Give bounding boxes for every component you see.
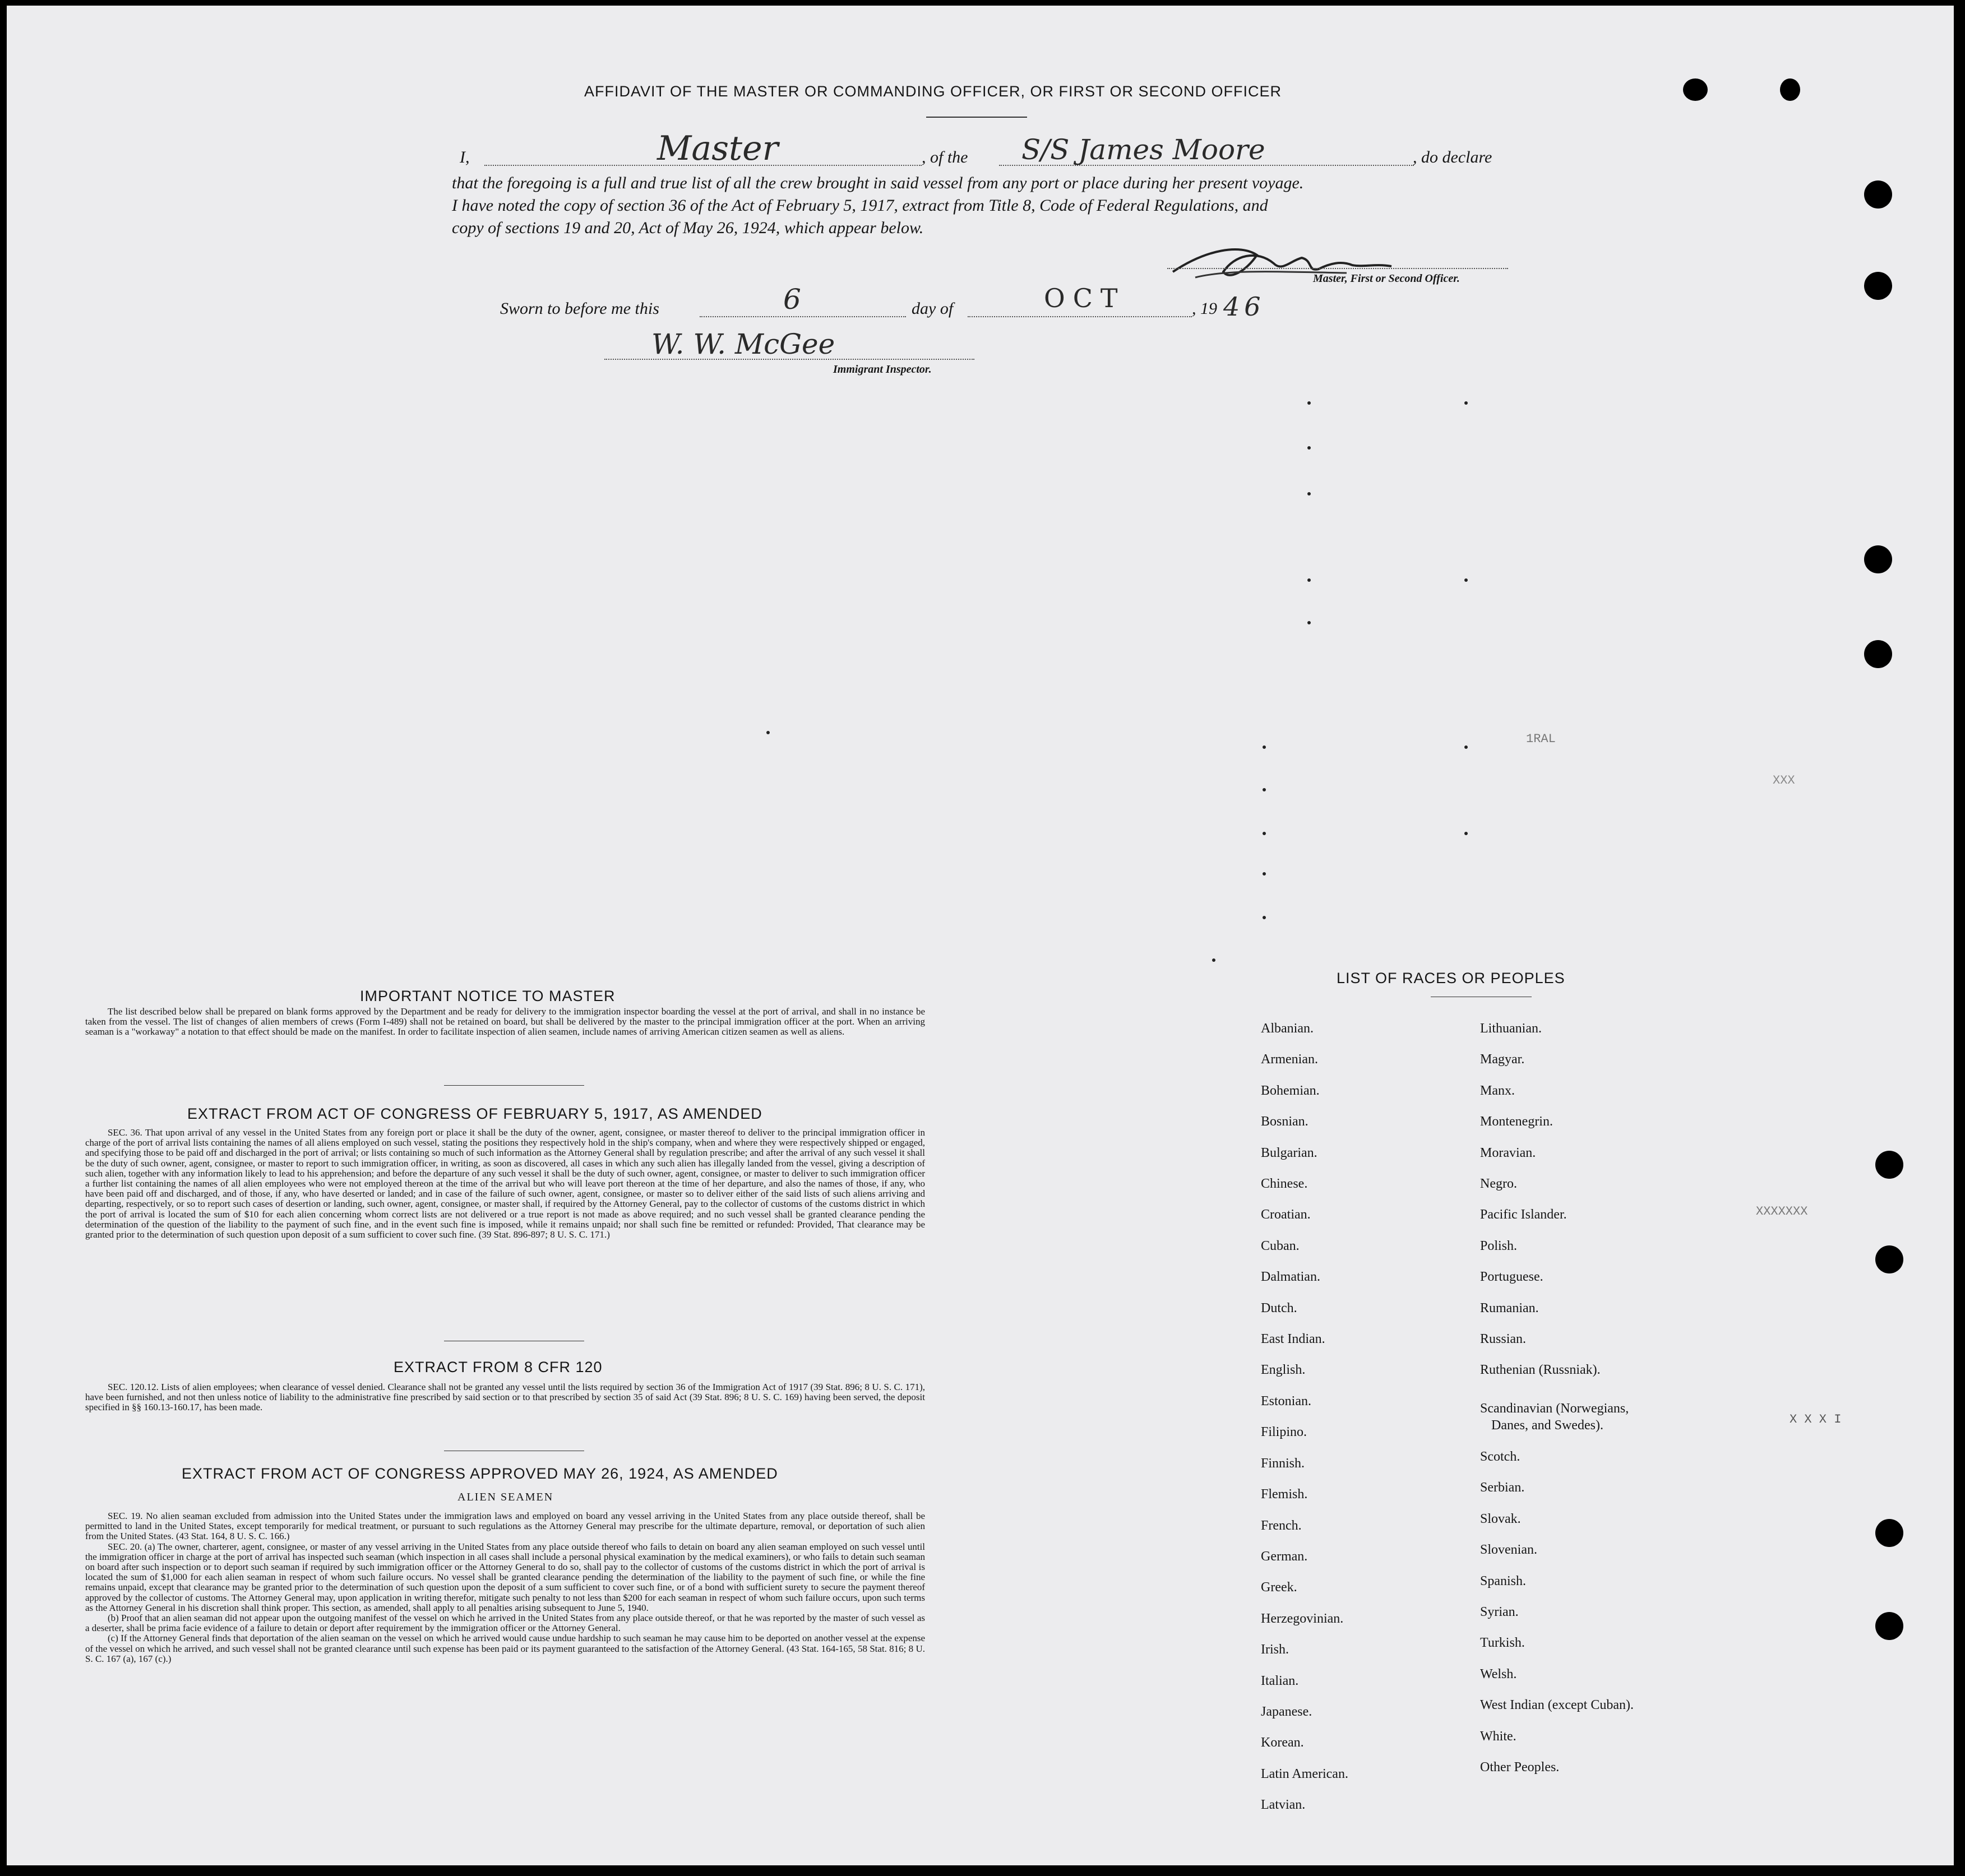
day-of-label: day of	[912, 299, 954, 318]
sworn-label: Sworn to before me this	[500, 299, 659, 318]
race-item: Slovak.	[1480, 1511, 1521, 1526]
race-item: Bulgarian.	[1261, 1145, 1317, 1160]
race-item: Manx.	[1480, 1083, 1515, 1098]
race-item: Scandinavian (Norwegians,	[1480, 1401, 1629, 1416]
race-item: Irish.	[1261, 1642, 1289, 1657]
affidavit-line-4: copy of sections 19 and 20, Act of May 26, 1924, which appear below.	[452, 219, 924, 237]
binder-hole-icon	[1864, 180, 1892, 209]
race-item: Armenian.	[1261, 1052, 1318, 1067]
race-item: Syrian.	[1480, 1604, 1519, 1619]
race-item: Latin American.	[1261, 1766, 1348, 1781]
affidavit-line-2: that the foregoing is a full and true list of all the crew brought in said vessel from any port or place during her present voyage.	[452, 174, 1304, 192]
master-rank-handwriting: Master	[657, 129, 779, 168]
race-item: Ruthenian (Russniak).	[1480, 1363, 1601, 1378]
notice-paragraph: The list described below shall be prepared on blank forms approved by the Department and be ready for delivery to the immigration inspector boarding the vessel at the port of arrival, and shall in no instance be taken from the vessel. The list of changes of alien members of crews (Form I-489) shall not be retained on board, but shall be delivered by the master to the principal immigration officer at the port. When an arriving seaman is a "workaway" a notation to that effect should be made on the manifest. In order to facilitate inspection of alien seamen, include names of arriving American citizen seamen as well as aliens.	[85, 1006, 925, 1037]
race-item: Serbian.	[1480, 1480, 1525, 1495]
inspector-signature: W. W. McGee	[651, 328, 835, 360]
race-item: Chinese.	[1261, 1176, 1308, 1192]
do-declare-label: , do declare	[1413, 148, 1492, 166]
race-item: Greek.	[1261, 1580, 1297, 1595]
binder-hole-icon	[1875, 1151, 1903, 1179]
race-item: Slovenian.	[1480, 1543, 1537, 1558]
affidavit-title: AFFIDAVIT OF THE MASTER OR COMMANDING OFFICER, OR FIRST OR SECOND OFFICER	[584, 83, 1282, 100]
race-item: Cuban.	[1261, 1238, 1300, 1253]
race-item: Welsh.	[1480, 1666, 1517, 1682]
affidavit-line-3: I have noted the copy of section 36 of the Act of February 5, 1917, extract from Title 8, Code of Federal Regulations, and	[452, 196, 1268, 215]
binder-hole-icon	[1683, 78, 1708, 101]
race-item: Korean.	[1261, 1735, 1304, 1750]
race-item: Moravian.	[1480, 1145, 1536, 1160]
race-item: Portuguese.	[1480, 1270, 1543, 1285]
race-item: Croatian.	[1261, 1207, 1311, 1222]
race-item: Bosnian.	[1261, 1114, 1309, 1129]
race-item-continuation: Danes, and Swedes).	[1491, 1418, 1603, 1433]
section-20a-paragraph: SEC. 20. (a) The owner, charterer, agent, consignee, or master of any vessel arriving in the United States from any place outside thereof who fails to detain on board any alien seaman employed on such vessel until the immigration officer in charge at the port of arrival has inspected such seaman (which inspection in all cases shall include a personal physical examination by the medical examiners), or who fails to detain such seaman on board after such inspection or to deport such seaman if required by such immigration officer or the Attorney General to do so, shall pay to the collector of customs of the customs district in which the port of arrival is located the sum of $1,000 for each alien seaman in respect of whom such failure occurs. No vessel shall be granted clearance pending the determination of the liability to the payment of such fine, or while the fine remains unpaid, except that clearance may be granted prior to the determination of such question upon the deposit of a sum sufficient to cover such fine, or of a bond with sufficient surety to secure the payment thereof approved by the collector of customs. The Attorney General may, upon application in writing therefor, mitigate such penalty to not less than $200 for each seaman in respect of whom such failure occurs, upon such terms as the Attorney General in his discretion shall think proper. This section, as amended, shall apply to all penalties arising subsequent to June 5, 1940.	[85, 1541, 925, 1613]
races-left-column	[1261, 1013, 1348, 1821]
binder-hole-icon	[1864, 272, 1892, 300]
race-item: Russian.	[1480, 1332, 1527, 1347]
binder-hole-icon	[1875, 1519, 1903, 1547]
year-prefix-label: , 19	[1192, 299, 1217, 318]
race-item: Pacific Islander.	[1480, 1207, 1567, 1222]
races-right-column	[1480, 1013, 1634, 1783]
affidavit-i-label: I,	[460, 148, 470, 166]
section-120-12-paragraph: SEC. 120.12. Lists of alien employees; when clearance of vessel denied. Clearance shall not be granted any vessel until the lists required by section 36 of the Immigration Act of 1917 (39 Stat. 896; 8 U. S. C. 171), have been furnished, and not then unless notice of liability to the administrative fine prescribed by said section or to that prescribed by section 35 of said Act (39 Stat. 896; 8 U. S. C. 169) having been served, the deposit specified in §§ 160.13-160.17, has been made.	[85, 1382, 925, 1413]
race-item: Polish.	[1480, 1238, 1518, 1253]
race-item: Filipino.	[1261, 1425, 1307, 1440]
race-item: Flemish.	[1261, 1487, 1308, 1502]
race-item: Dutch.	[1261, 1300, 1297, 1315]
race-item: Scotch.	[1480, 1449, 1520, 1464]
sworn-year-handwriting: 46	[1223, 291, 1265, 322]
binder-hole-icon	[1780, 78, 1800, 101]
race-item: Bohemian.	[1261, 1083, 1320, 1098]
extract-8cfr-text	[85, 1382, 925, 1413]
extract-1917-text	[85, 1128, 925, 1240]
race-item: German.	[1261, 1549, 1308, 1564]
notice-text	[85, 1007, 925, 1037]
race-item: West Indian (except Cuban).	[1480, 1698, 1634, 1713]
sworn-month-handwriting: OCT	[1044, 283, 1126, 313]
extract-8cfr-title: EXTRACT FROM 8 CFR 120	[394, 1359, 603, 1375]
race-item: Lithuanian.	[1480, 1021, 1542, 1036]
section-20b-paragraph: (b) Proof that an alien seaman did not appear upon the outgoing manifest of the vessel on which he arrived in the United States from any place outside thereof, or that he was reported by the master of such vessel as a deserter, shall be prima facie evidence of a failure to detain or deport after requirement by the immigration officer or the Attorney General.	[85, 1613, 925, 1634]
race-item: Dalmatian.	[1261, 1270, 1320, 1285]
races-title: LIST OF RACES OR PEOPLES	[1337, 970, 1565, 986]
race-item: Herzegovinian.	[1261, 1611, 1344, 1626]
race-item: Rumanian.	[1480, 1300, 1539, 1315]
race-item: Other Peoples.	[1480, 1759, 1560, 1775]
of-the-label: , of the	[922, 148, 968, 166]
form-page: 1RAL XXX XXXXXXX X X X I AFFIDAVIT OF THE MASTER OR COMMANDING OFFICER, OR FIRST OR SECOND OFFICER I, Master , of the S/S James Moore , do declare that the foregoing is a full and true list of all the crew brought in said vessel from any port or place during her present voyage. I have noted the copy of section 36 of the Act of February 5, 1917, extract from Title 8, Code of Federal Regulations, and copy of sections 19 and 20, Act of May 26, 1924, which appear below. Master, First or Second Officer. Sworn to before me this 6 day of OCT , 19 46 W. W. McGee Immigrant Inspector. IMPORTANT NOTICE TO MASTER The list described below shall be prepared on blank forms approved by the Department and be ready for delivery to the immigration inspector boarding the vessel at the port of arrival, and shall in no instance be taken from the vessel. The list of changes of alien members of crews (Form I-489) shall not be retained on board, but shall be delivered by the master to the principal immigration officer at the port. When an arriving seaman is a "workaway" a notation to that effect should be made on the manifest. In order to facilitate inspection of alien seamen, include names of arriving American citizen seamen as well as aliens. EXTRACT FROM ACT OF CONGRESS OF FEBRUARY 5, 1917, AS AMENDED SEC. 36. That upon arrival of any vessel in the United States from any foreign port or place it shall be the duty of the owner, agent, consignee, or master thereof to deliver to the principal immigration officer in charge of the port of arrival lists containing the names of all aliens employed on such vessel, stating the positions they respectively hold in the ship's company, when and where they were respectively shipped or engaged, and specifying those to be paid off and discharged in the port of arrival; or lists containing so much of such information as the Attorney General shall by regulation prescribe; and after the arrival of any such vessel it shall be the duty of such owner, agent, consignee, or master to report to such immigration officer, in writing, as soon as discovered, all cases in which any such alien has illegally landed from the vessel, giving a description of such alien, together with any information likely to lead to his apprehension; and before the departure of any such vessel it shall be the duty of such owner, agent, consignee, or master to deliver to such immigration officer a further list containing the names of all alien employees who were not employed thereon at the time of the arrival but who will leave port thereon at the time of her departure, and also the names of those, if any, who have been paid off and discharged, and of those, if any, who have deserted or landed; and in case of the failure of such owner, agent, consignee, or master so to deliver either of the said lists of such aliens arriving and departing, respectively, or so to report such cases of desertion or landing, such owner, agent, consignee, or master shall, if required by the Attorney General, pay to the collector of customs of the customs district in which the port of arrival is located the sum of $10 for each alien concerning whom correct lists are not delivered or a true report is not made as above required; and no such vessel shall be granted clearance pending the determination of the question of the liability to the payment of such fine, and in the event such fine is imposed, while it remains unpaid; nor shall such fine be remitted or refunded: Provided, That clearance may be granted prior to the determination of such question upon deposit of a sum sufficient to cover such fine. (39 Stat. 896-897; 8 U. S. C. 171.) EXTRACT FROM 8 CFR 120 SEC. 120.12. Lists of alien employees; when clearance of vessel denied. Clearance shall not be granted any vessel until the lists required by section 36 of the Immigration Act of 1917 (39 Stat. 896; 8 U. S. C. 171), have been furnished, and not then unless notice of liability to the administrative fine prescribed by said section or to that prescribed by section 35 of said Act (39 Stat. 896; 8 U. S. C. 169) having been served, the deposit specified in §§ 160.13-160.17, has been made. EXTRACT FROM ACT OF CONGRESS APPROVED MAY 26, 1924, AS AMENDED ALIEN SEAMEN SEC. 19. No alien seaman excluded from admission into the United States under the immigration laws and employed on board any vessel arriving in the United States from any place outside thereof, shall be permitted to land in the United States, except temporarily for medical treatment, or pursuant to such regulations as the Attorney General may prescribe for the ultimate departure, removal, or deportation of such alien from the United States. (43 Stat. 164, 8 U. S. C. 166.) SEC. 20. (a) The owner, charterer, agent, consignee, or master of any vessel arriving in the United States from any place outside thereof who fails to detain on board any alien seaman employed on such vessel until the immigration officer in charge at the port of arrival has inspected such seaman (which inspection in all cases shall include a personal physical examination by the medical examiners), or who fails to detain such seaman on board after such inspection or to deport such seaman if required by such immigration officer or the Attorney General to do so, shall pay to the collector of customs of the customs district in which the port of arrival is located the sum of $1,000 for each alien seaman in respect of whom such failure occurs. No vessel shall be granted clearance pending the determination of the liability to the payment of such fine, or while the fine remains unpaid, except that clearance may be granted prior to the determination of such question upon the deposit of a sum sufficient to cover such fine, or of a bond with sufficient surety to secure the payment thereof approved by the collector of customs. The Attorney General may, upon application in writing therefor, mitigate such penalty to not less than $200 for each seaman in respect of whom such failure occurs, upon such terms as the Attorney General in his discretion shall think proper. This section, as amended, shall apply to all penalties arising subsequent to June 5, 1940. (b) Proof that an alien seaman did not appear upon the outgoing manifest of the vessel on which he arrived in the United States from any place outside thereof, or that he was reported by the master of such vessel as a deserter, shall be prima facie evidence of a failure to detain or deport after requirement by the immigration officer or the Attorney General. (c) If the Attorney General finds that deportation of the alien seaman on the vessel on which he arrived would cause undue hardship to such seaman he may cause him to be deported on another vessel at the expense of the vessel on which he arrived, and such vessel shall not be granted clearance until such expense has been paid or its payment guaranteed to the satisfaction of the Attorney General. (43 Stat. 164-165, 58 Stat. 816; 8 U. S. C. 167 (a), 167 (c).) LIST OF RACES OR PEOPLES Albanian. Armenian. Bohemian. Bosnian. Bulgarian. Chinese. Croatian. Cuban. Dalmatian. Dutch. East Indian. English. Estonian. Filipino. Finnish. Flemish. French. German. Greek. Herzegovinian. Irish. Italian. Japanese. Korean. Latin American. Latvian. Lithuanian. Magyar. Manx. Montenegrin. Moravian. Negro. Pacific Islander. Polish. Portuguese. Rumanian. Russian. Ruthenian (Russniak). Scandinavian (Norwegians, Danes, and Swedes). Scotch. Serbian. Slovak. Slovenian. Spanish. Syrian. Turkish. Welsh. West Indian (except Cuban). White. Other Peoples.	[7, 6, 1954, 1865]
binder-hole-icon	[1864, 640, 1892, 668]
extract-1924-title: EXTRACT FROM ACT OF CONGRESS APPROVED MAY 26, 1924, AS AMENDED	[182, 1465, 778, 1482]
binder-hole-icon	[1875, 1245, 1903, 1273]
sworn-day-handwriting: 6	[783, 283, 801, 316]
binder-hole-icon	[1875, 1612, 1903, 1640]
race-item: Negro.	[1480, 1176, 1517, 1192]
race-item: White.	[1480, 1729, 1516, 1744]
race-item: English.	[1261, 1363, 1306, 1378]
race-item: Finnish.	[1261, 1456, 1305, 1471]
race-item: Japanese.	[1261, 1704, 1312, 1719]
extract-1917-title: EXTRACT FROM ACT OF CONGRESS OF FEBRUARY 5, 1917, AS AMENDED	[187, 1105, 762, 1122]
race-item: Estonian.	[1261, 1393, 1311, 1409]
race-item: East Indian.	[1261, 1332, 1325, 1347]
section-19-paragraph: SEC. 19. No alien seaman excluded from admission into the United States under the immigration laws and employed on board any vessel arriving in the United States from any place outside thereof, shall be permitted to land in the United States, except temporarily for medical treatment, or pursuant to such regulations as the Attorney General may prescribe for the ultimate departure, removal, or deportation of such alien from the United States. (43 Stat. 164, 8 U. S. C. 166.)	[85, 1511, 925, 1542]
binder-hole-icon	[1864, 545, 1892, 573]
vessel-name-handwriting: S/S James Moore	[1021, 133, 1265, 166]
race-item: Albanian.	[1261, 1021, 1314, 1036]
section-36-paragraph: SEC. 36. That upon arrival of any vessel in the United States from any foreign port or place it shall be the duty of the owner, agent, consignee, or master thereof to deliver to the principal immigration officer in charge of the port of arrival lists containing the names of all aliens employed on such vessel, stating the positions they respectively hold in the ship's company, when and where they were respectively shipped or engaged, and specifying those to be paid off and discharged in the port of arrival; or lists containing so much of such information as the Attorney General shall by regulation prescribe; and after the arrival of any such vessel it shall be the duty of such owner, agent, consignee, or master to report to such immigration officer, in writing, as soon as discovered, all cases in which any such alien has illegally landed from the vessel, giving a description of such alien, together with any information likely to lead to his apprehension; and before the departure of any such vessel it shall be the duty of such owner, agent, consignee, or master to deliver to such immigration officer a further list containing the names of all alien employees who were not employed thereon at the time of the arrival but who will leave port thereon at the time of her departure, and also the names of those, if any, who have been paid off and discharged, and of those, if any, who have deserted or landed; and in case of the failure of such owner, agent, consignee, or master so to deliver either of the said lists of such aliens arriving and departing, respectively, or so to report such cases of desertion or landing, such owner, agent, consignee, or master shall, if required by the Attorney General, pay to the collector of customs of the customs district in which the port of arrival is located the sum of $10 for each alien concerning whom correct lists are not delivered or a true report is not made as above required; and no such vessel shall be granted clearance pending the determination of the question of the liability to the payment of such fine, and in the event such fine is imposed, while it remains unpaid; nor shall such fine be remitted or refunded: Provided, That clearance may be granted prior to the determination of such question upon deposit of a sum sufficient to cover such fine. (39 Stat. 896-897; 8 U. S. C. 171.)	[85, 1127, 925, 1240]
race-item: Turkish.	[1480, 1636, 1525, 1651]
notice-title: IMPORTANT NOTICE TO MASTER	[360, 988, 616, 1004]
extract-1924-text	[85, 1511, 925, 1664]
race-item: Latvian.	[1261, 1798, 1306, 1813]
officer-caption: Master, First or Second Officer.	[1313, 272, 1460, 285]
race-item: Montenegrin.	[1480, 1114, 1553, 1129]
race-item: French.	[1261, 1518, 1302, 1533]
section-20c-paragraph: (c) If the Attorney General finds that deportation of the alien seaman on the vessel on which he arrived would cause undue hardship to such seaman he may cause him to be deported on another vessel at the expense of the vessel on which he arrived, and such vessel shall not be granted clearance until such expense has been paid or its payment guaranteed to the satisfaction of the Attorney General. (43 Stat. 164-165, 58 Stat. 816; 8 U. S. C. 167 (a), 167 (c).)	[85, 1633, 925, 1664]
race-item: Italian.	[1261, 1673, 1299, 1688]
race-item: Magyar.	[1480, 1052, 1525, 1067]
inspector-caption: Immigrant Inspector.	[833, 363, 932, 376]
alien-seamen-subtitle: ALIEN SEAMEN	[457, 1491, 554, 1503]
race-item: Spanish.	[1480, 1573, 1527, 1588]
